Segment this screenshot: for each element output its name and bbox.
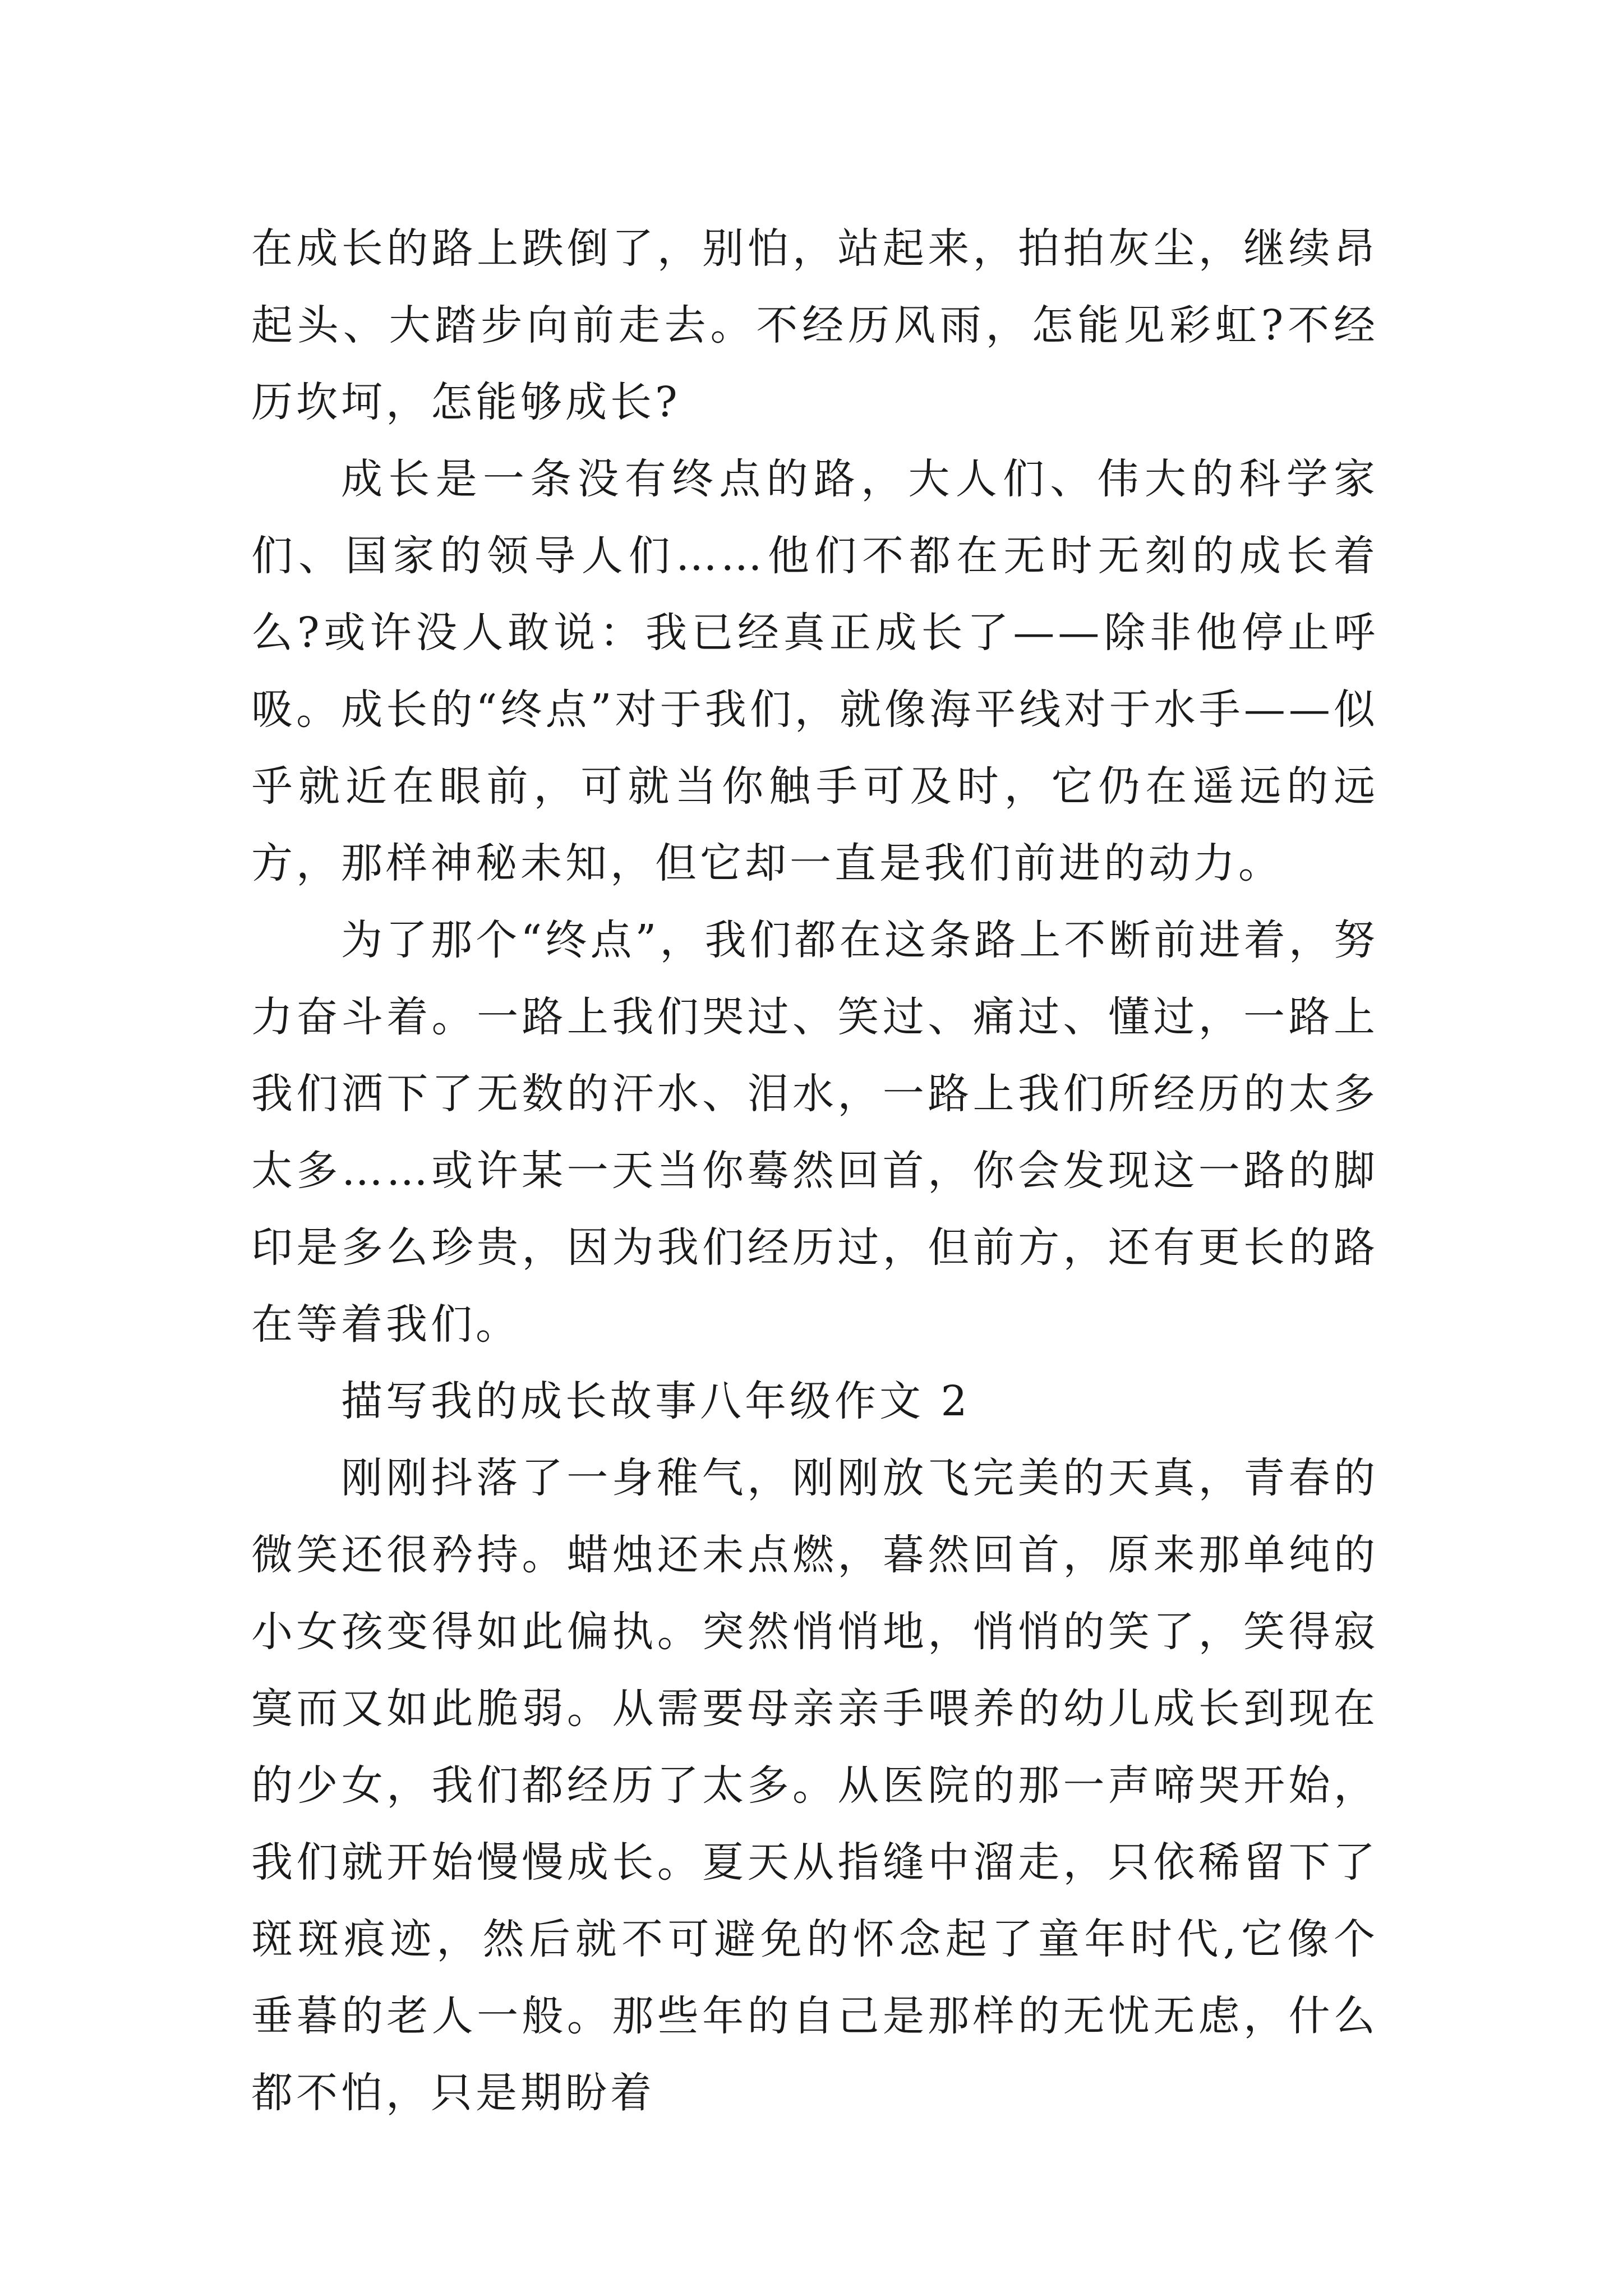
section-heading: 描写我的成长故事八年级作文 2 <box>341 1377 971 1425</box>
document-body <box>251 210 1378 2132</box>
paragraph-2: 成长是一条没有终点的路，大人们、伟大的科学家们、国家的领导人们……他们不都在无时无刻的成长着么?或许没人敢说：我已经真正成长了——除非他停止呼吸。成长的“终点”对于我们，就像海平线对于水手——似乎就近在眼前，可就当你触手可及时，它仍在遥远的远方，那样神秘未知，但它却一直是我们前进的动力。 <box>251 455 1378 887</box>
paragraph-3: 为了那个“终点”，我们都在这条路上不断前进着，努力奋斗着。一路上我们哭过、笑过、痛过、懂过，一路上我们洒下了无数的汗水、泪水，一路上我们所经历的太多太多……或许某一天当你蓦然回首，你会发现这一路的脚印是多么珍贵，因为我们经历过，但前方，还有更长的路在等着我们。 <box>251 916 1378 1349</box>
paragraph-4: 刚刚抖落了一身稚气，刚刚放飞完美的天真，青春的微笑还很矜持。蜡烛还未点燃，暮然回首，原来那单纯的小女孩变得如此偏执。突然悄悄地，悄悄的笑了，笑得寂寞而又如此脆弱。从需要母亲亲手喂养的幼儿成长到现在的少女，我们都经历了太多。从医院的那一声啼哭开始，我们就开始慢慢成长。夏天从指缝中溜走，只依稀留下了斑斑痕迹，然后就不可避免的怀念起了童年时代,它像个垂暮的老人一般。那些年的自己是那样的无忧无虑，什么都不怕，只是期盼着 <box>251 1454 1378 2117</box>
paragraph-1: 在成长的路上跌倒了，别怕，站起来，拍拍灰尘，继续昂起头、大踏步向前走去。不经历风雨，怎能见彩虹?不经历坎坷，怎能够成长? <box>251 224 1378 426</box>
